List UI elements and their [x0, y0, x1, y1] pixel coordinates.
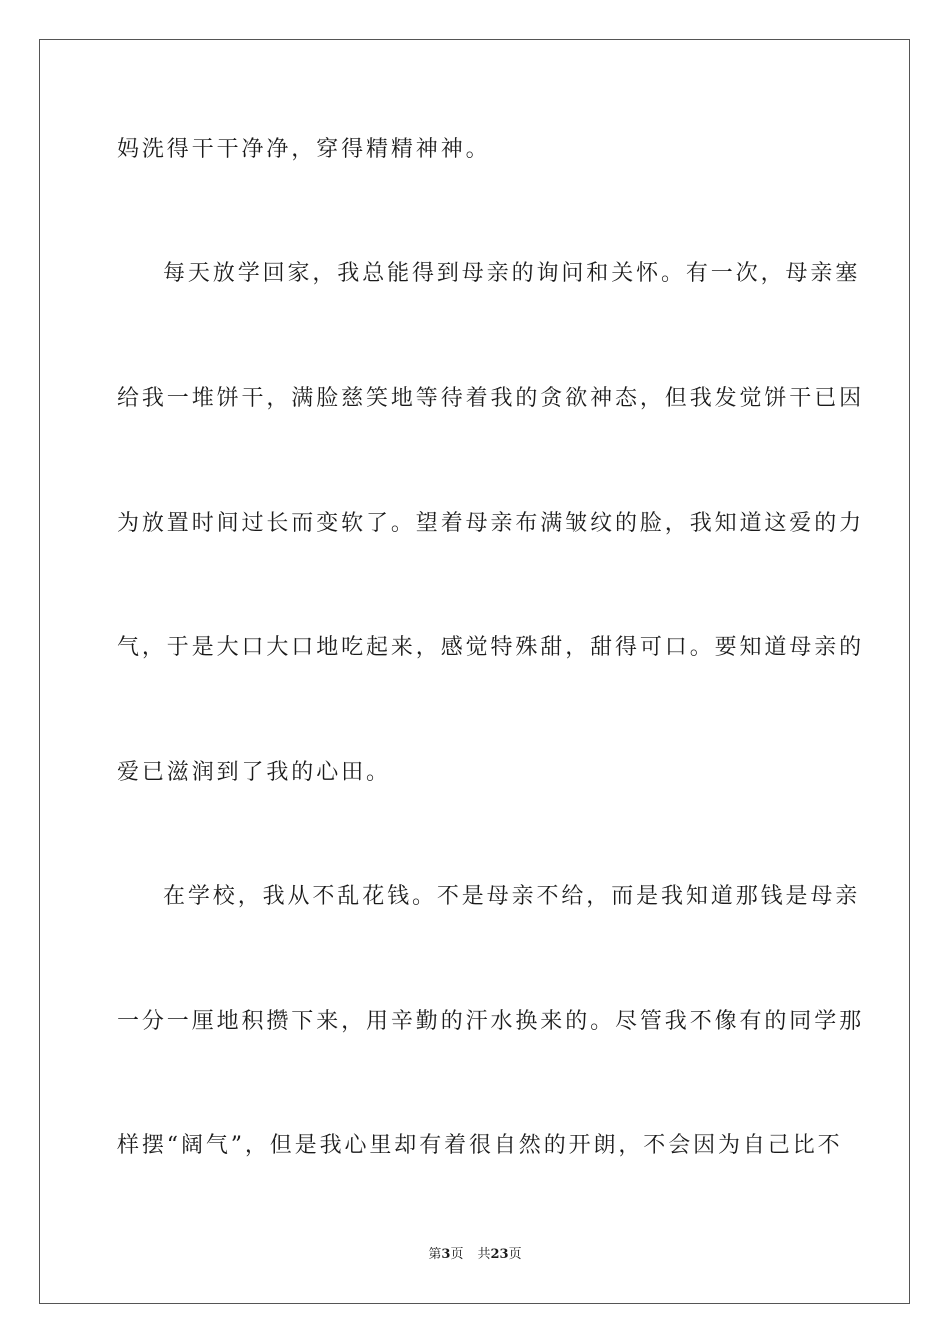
page-prefix: 第 — [428, 1247, 442, 1262]
text-line: 妈洗得干干净净，穿得精精神神。 — [117, 137, 491, 162]
paragraph-first-line: 在学校，我从不乱花钱。不是母亲不给，而是我知道那钱是母亲 — [163, 884, 861, 909]
text-line: 给我一堆饼干，满脸慈笑地等待着我的贪欲神态，但我发觉饼干已因 — [117, 386, 865, 411]
text-line: 气，于是大口大口地吃起来，感觉特殊甜，甜得可口。要知道母亲的 — [117, 635, 865, 660]
paragraph-first-line: 每天放学回家，我总能得到母亲的询问和关怀。有一次，母亲塞 — [163, 261, 861, 286]
page-number: 3 — [441, 1247, 451, 1262]
total-suffix: 页 — [508, 1247, 522, 1262]
page-footer — [0, 1245, 950, 1265]
text-line: 一分一厘地积攒下来，用辛勤的汗水换来的。尽管我不像有的同学那 — [117, 1009, 865, 1034]
total-pages: 23 — [490, 1247, 509, 1262]
page-border — [39, 39, 910, 1304]
text-line: 为放置时间过长而变软了。望着母亲布满皱纹的脸，我知道这爱的力 — [117, 511, 865, 536]
text-line: 样摆“阔气”，但是我心里却有着很自然的开朗，不会因为自己比不 — [117, 1133, 843, 1158]
page-suffix: 页 — [450, 1247, 464, 1262]
text-line: 爱已滋润到了我的心田。 — [117, 760, 391, 785]
total-prefix: 共 — [477, 1247, 491, 1262]
